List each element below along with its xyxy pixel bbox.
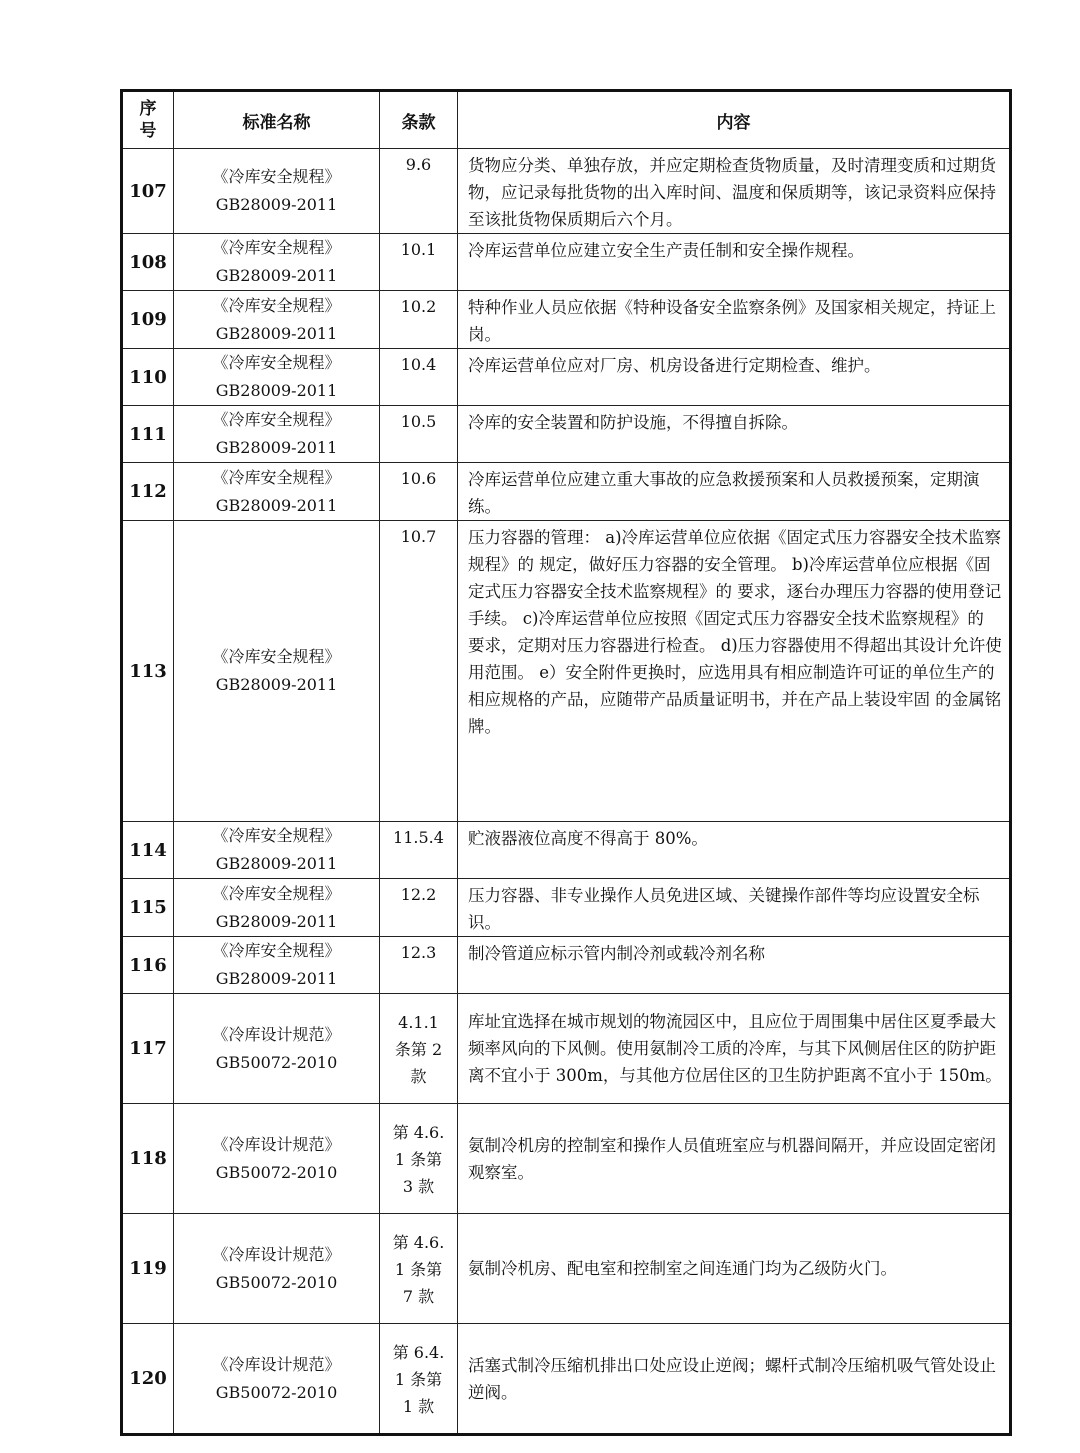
standard-name-cell: [174, 879, 380, 937]
table-row: [122, 349, 1011, 406]
standard-name-cell: [174, 1324, 380, 1435]
standard-title: 《冷库安全规程》: [212, 467, 341, 487]
standard-code: GB28009-2011: [215, 911, 338, 931]
standard-code: GB28009-2011: [215, 323, 338, 343]
table-row: [122, 1214, 1011, 1324]
table-row: [122, 521, 1011, 822]
standard-code: GB28009-2011: [215, 495, 338, 515]
content-cell: 库址宜选择在城市规划的物流园区中，且应位于周围集中居住区夏季最大频率风向的下风侧。使用氨制冷工质的冷库，与其下风侧居住区的防护距离不宜小于 300m，与其他方位居住区的卫生防护距离不宜小于 150m。: [458, 994, 1011, 1104]
content-cell: 氨制冷机房、配电室和控制室之间连通门均为乙级防火门。: [458, 1214, 1011, 1324]
table-row: [122, 822, 1011, 879]
table-row: [122, 149, 1011, 234]
standards-table: [120, 89, 1012, 1436]
content-cell: 冷库的安全装置和防护设施，不得擅自拆除。: [458, 406, 1011, 463]
content-cell: 冷库运营单位应建立重大事故的应急救援预案和人员救援预案，定期演练。: [458, 463, 1011, 521]
clause-cell: [380, 1214, 458, 1324]
standard-code: GB50072-2010: [215, 1162, 338, 1182]
standard-name-cell: [174, 1214, 380, 1324]
table-row: [122, 406, 1011, 463]
row-number: 111: [122, 406, 174, 463]
table-row: [122, 234, 1011, 291]
row-number: 108: [122, 234, 174, 291]
clause-text: 10.7: [400, 527, 437, 546]
header-clause: 条款: [380, 91, 458, 149]
row-number: 110: [122, 349, 174, 406]
clause-text: 第 6.4.1 条第 1 款: [392, 1343, 445, 1416]
row-number: 113: [122, 521, 174, 822]
row-number: 107: [122, 149, 174, 234]
clause-text: 4.1.1 条第 2 款: [394, 1013, 443, 1086]
standard-title: 《冷库安全规程》: [212, 295, 341, 315]
table-row: [122, 937, 1011, 994]
standard-code: GB28009-2011: [215, 969, 338, 988]
standard-name-cell: [174, 149, 380, 234]
clause-text: 10.2: [400, 297, 437, 316]
clause-cell: [380, 994, 458, 1104]
standard-title: 《冷库安全规程》: [212, 647, 341, 666]
content-cell: 制冷管道应标示管内制冷剂或载冷剂名称: [458, 937, 1011, 994]
clause-cell: [380, 879, 458, 937]
clause-text: 第 4.6.1 条第 3 款: [392, 1123, 445, 1196]
standard-title: 《冷库安全规程》: [212, 353, 341, 372]
clause-text: 10.4: [400, 355, 437, 374]
standard-name-cell: [174, 291, 380, 349]
standard-title: 《冷库安全规程》: [212, 410, 341, 429]
table-row: [122, 994, 1011, 1104]
clause-text: 9.6: [405, 155, 432, 174]
clause-text: 10.5: [400, 412, 437, 431]
row-number: 118: [122, 1104, 174, 1214]
content-cell: 货物应分类、单独存放，并应定期检查货物质量，及时清理变质和过期货物，应记录每批货物的出入库时间、温度和保质期等，该记录资料应保持至该批货物保质期后六个月。: [458, 149, 1011, 234]
standard-name-cell: [174, 406, 380, 463]
header-row: [122, 91, 1011, 149]
row-number: 117: [122, 994, 174, 1104]
header-content: 内容: [458, 91, 1011, 149]
standard-title: 《冷库安全规程》: [212, 826, 341, 845]
content-cell: 冷库运营单位应建立安全生产责任制和安全操作规程。: [458, 234, 1011, 291]
standard-title: 《冷库设计规范》: [212, 1244, 341, 1264]
clause-cell: [380, 234, 458, 291]
standard-title: 《冷库设计规范》: [212, 1024, 341, 1044]
standard-code: GB50072-2010: [215, 1272, 338, 1292]
standard-name-cell: [174, 349, 380, 406]
standard-name-cell: [174, 463, 380, 521]
row-number: 112: [122, 463, 174, 521]
table-row: [122, 879, 1011, 937]
standard-title: 《冷库安全规程》: [212, 167, 341, 186]
table-row: [122, 1104, 1011, 1214]
standard-code: GB50072-2010: [215, 1382, 338, 1402]
table-row: [122, 463, 1011, 521]
clause-cell: [380, 291, 458, 349]
clause-text: 第 4.6.1 条第 7 款: [392, 1233, 445, 1306]
standard-title: 《冷库安全规程》: [212, 941, 341, 960]
table-body: [122, 149, 1011, 1435]
content-cell: 贮液器液位高度不得高于 80%。: [458, 822, 1011, 879]
header-no: 序号: [122, 91, 174, 149]
content-cell: 氨制冷机房的控制室和操作人员值班室应与机器间隔开，并应设固定密闭观察室。: [458, 1104, 1011, 1214]
standard-title: 《冷库设计规范》: [212, 1354, 341, 1374]
clause-cell: [380, 149, 458, 234]
content-cell: 冷库运营单位应对厂房、机房设备进行定期检查、维护。: [458, 349, 1011, 406]
standard-name-cell: [174, 822, 380, 879]
standard-name-cell: [174, 937, 380, 994]
standard-code: GB28009-2011: [215, 381, 338, 400]
clause-text: 11.5.4: [393, 828, 444, 847]
standard-code: GB28009-2011: [215, 675, 338, 694]
row-number: 109: [122, 291, 174, 349]
content-cell: 压力容器的管理： a)冷库运营单位应依据《固定式压力容器安全技术监察规程》的 规定，做好压力容器的安全管理。 b)冷库运营单位应根据《固定式压力容器安全技术监察规程》的 要求，逐台办理压力容器的使用登记手续。 c)冷库运营单位应按照《固定式压力容器安全技术监察规程》的 要求，定期对压力容器进行检查。 d)压力容器使用不得超出其设计允许使用范围。 e）安全附件更换时，应选用具有相应制造许可证的单位生产的 相应规格的产品，应随带产品质量证明书，并在产品上装设牢固 的金属铭牌。: [458, 521, 1011, 822]
standard-title: 《冷库安全规程》: [212, 238, 341, 257]
row-number: 116: [122, 937, 174, 994]
standard-code: GB28009-2011: [215, 266, 338, 285]
table-row: [122, 1324, 1011, 1435]
standard-title: 《冷库设计规范》: [212, 1134, 341, 1154]
clause-cell: [380, 406, 458, 463]
standard-name-cell: [174, 994, 380, 1104]
standard-code: GB28009-2011: [215, 195, 338, 214]
content-cell: 压力容器、非专业操作人员免进区域、关键操作部件等均应设置安全标识。: [458, 879, 1011, 937]
clause-text: 10.6: [400, 469, 437, 488]
standard-title: 《冷库安全规程》: [212, 883, 341, 903]
clause-cell: [380, 349, 458, 406]
row-number: 119: [122, 1214, 174, 1324]
standard-code: GB28009-2011: [215, 854, 338, 873]
row-number: 114: [122, 822, 174, 879]
standard-name-cell: [174, 521, 380, 822]
content-cell: 特种作业人员应依据《特种设备安全监察条例》及国家相关规定，持证上岗。: [458, 291, 1011, 349]
clause-cell: [380, 822, 458, 879]
row-number: 120: [122, 1324, 174, 1435]
clause-cell: [380, 1104, 458, 1214]
clause-text: 12.3: [400, 943, 437, 962]
content-cell: 活塞式制冷压缩机排出口处应设止逆阀；螺杆式制冷压缩机吸气管处设止逆阀。: [458, 1324, 1011, 1435]
clause-cell: [380, 1324, 458, 1435]
header-standard: 标准名称: [174, 91, 380, 149]
standard-name-cell: [174, 1104, 380, 1214]
clause-cell: [380, 937, 458, 994]
standard-code: GB28009-2011: [215, 438, 338, 457]
row-number: 115: [122, 879, 174, 937]
standard-name-cell: [174, 234, 380, 291]
standard-code: GB50072-2010: [215, 1052, 338, 1072]
table-row: [122, 291, 1011, 349]
clause-text: 12.2: [400, 885, 437, 904]
clause-cell: [380, 463, 458, 521]
clause-text: 10.1: [400, 240, 437, 259]
clause-cell: [380, 521, 458, 822]
